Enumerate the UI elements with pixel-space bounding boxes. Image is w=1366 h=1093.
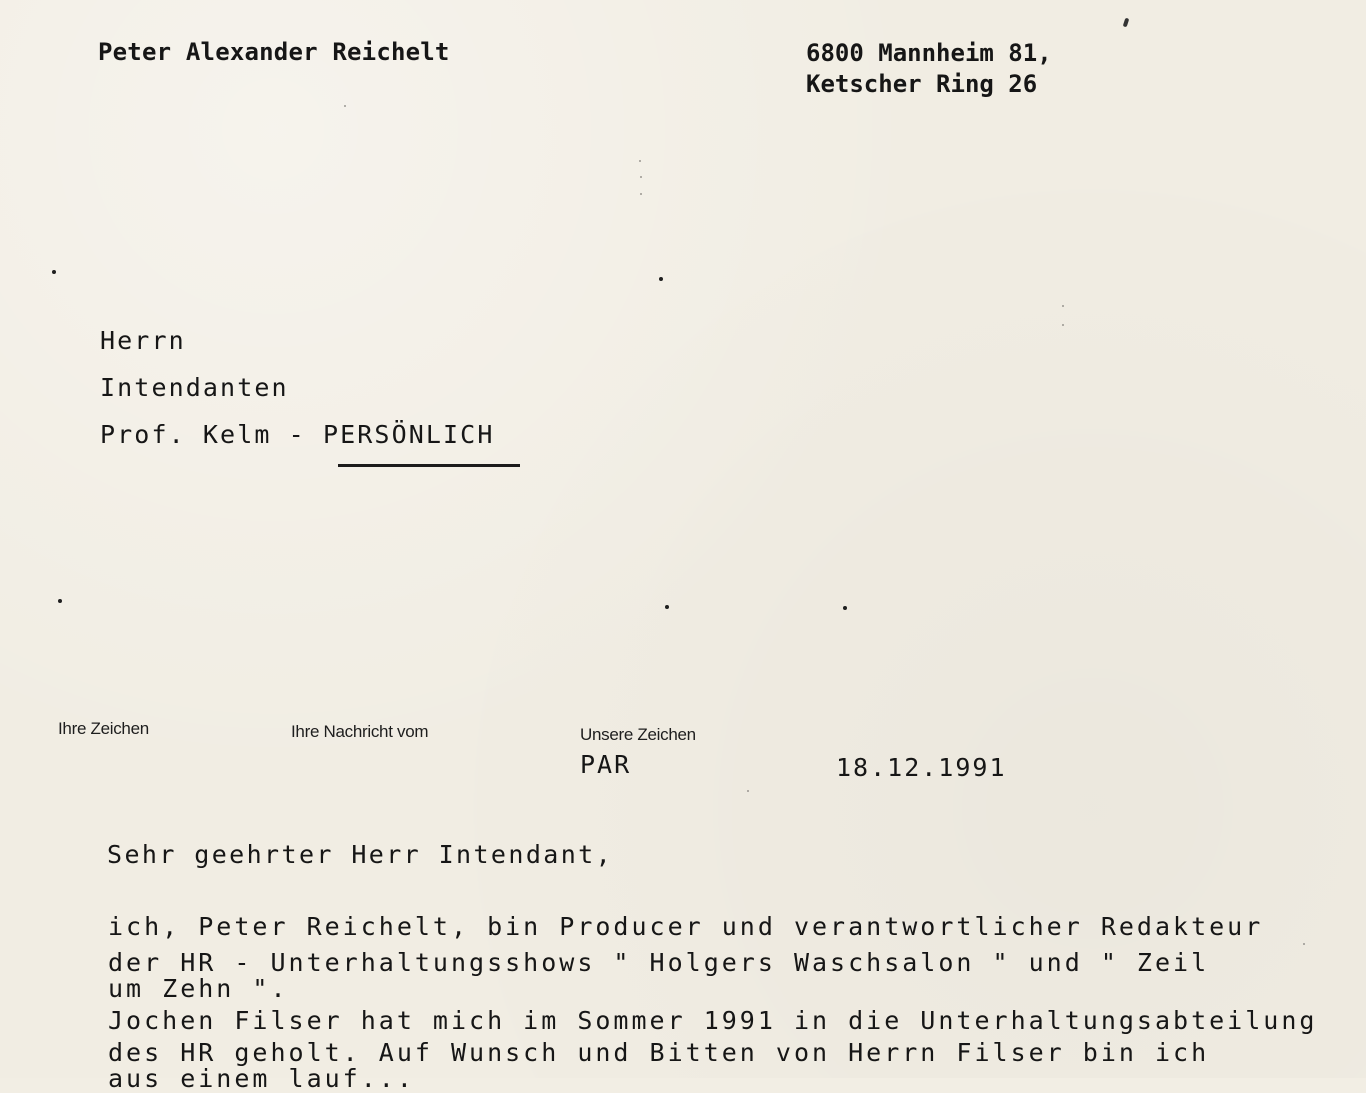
paper-speck [344, 105, 346, 107]
sender-address [806, 38, 1052, 100]
fold-mark-dot [843, 606, 847, 610]
paper-speck [1062, 305, 1064, 307]
sender-address-line-1: 6800 Mannheim 81, [806, 39, 1052, 67]
ink-mark [1123, 18, 1130, 28]
our-reference-label: Unsere Zeichen [580, 725, 696, 744]
paper-speck [640, 193, 642, 195]
paper-speck [639, 160, 641, 162]
letter-date: 18.12.1991 [836, 753, 1007, 782]
sender-name: Peter Alexander Reichelt [98, 38, 450, 66]
sender-address-line-2: Ketscher Ring 26 [806, 70, 1038, 98]
letter-body-line: der HR - Unterhaltungsshows " Holgers Waschsalon " und " Zeil [108, 948, 1210, 977]
recipient-line-2: Intendanten [100, 373, 289, 402]
your-reference-label: Ihre Zeichen [58, 719, 149, 738]
paper-speck [1303, 943, 1305, 945]
letter-body-line: Jochen Filser hat mich im Sommer 1991 in die Unterhaltungsabteilung [108, 1006, 1318, 1035]
our-reference-value: PAR [580, 750, 632, 779]
fold-mark-dot [58, 599, 62, 603]
letter-body-line: ich, Peter Reichelt, bin Producer und verantwortlicher Redakteur [108, 912, 1264, 941]
paper-speck [747, 790, 749, 792]
personal-marker: PERSÖNLICH [322, 420, 495, 449]
personal-underline [338, 464, 520, 467]
paper-speck [640, 176, 642, 178]
letter-body-line: um Zehn ". [108, 974, 289, 1003]
recipient-name: Prof. Kelm - [100, 420, 323, 449]
letter-body-line: des HR geholt. Auf Wunsch und Bitten von Herrn Filser bin ich [108, 1038, 1210, 1067]
recipient-line-1: Herrn [100, 326, 186, 355]
letter-body-line: aus einem lauf... [108, 1064, 415, 1093]
fold-mark-dot [52, 270, 56, 274]
paper-speck [1062, 324, 1064, 326]
salutation: Sehr geehrter Herr Intendant, [107, 840, 614, 869]
fold-mark-dot [659, 277, 663, 281]
fold-mark-dot [665, 605, 669, 609]
recipient-line-3 [100, 420, 494, 449]
your-message-label: Ihre Nachricht vom [291, 722, 429, 741]
